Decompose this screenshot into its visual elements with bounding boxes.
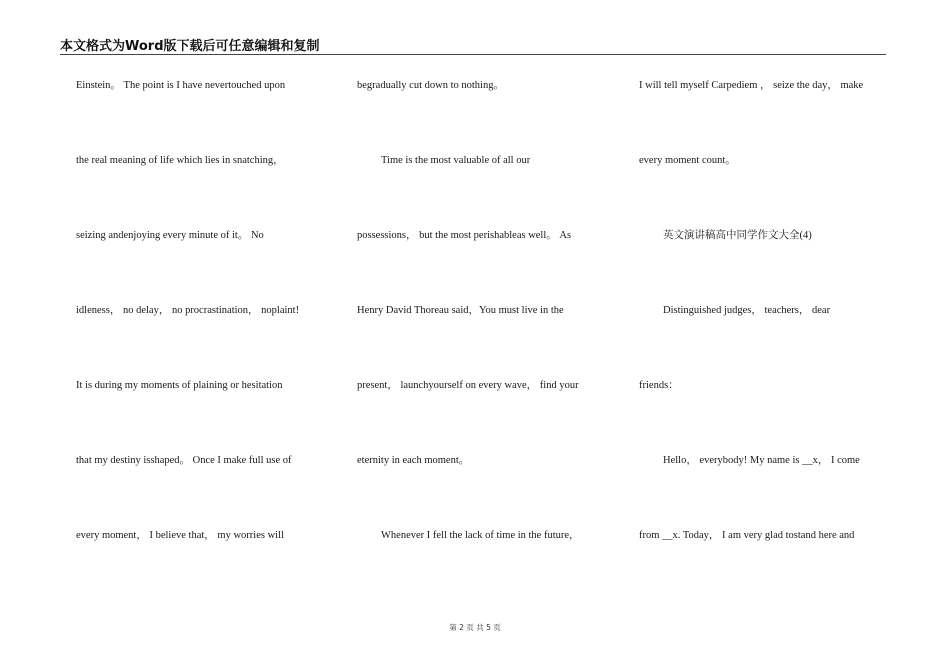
text-line: that my destiny isshaped。 Once I make full use of — [76, 455, 292, 466]
text-line: friends： — [639, 380, 679, 391]
text-line: Distinguished judges， teachers， dear — [663, 305, 831, 316]
text-line: present， launchyourself on every wave， find your — [357, 380, 579, 391]
text-line: Henry David Thoreau said，You must live in the — [357, 305, 564, 316]
text-line: idleness， no delay， no procrastination， noplaint! — [76, 305, 300, 316]
text-line: every moment， I believe that， my worries will — [76, 530, 284, 541]
text-line: I will tell myself Carpediem ， seize the day， make — [639, 80, 864, 91]
text-line: every moment count。 — [639, 155, 736, 166]
page-number: 第 2 页 共 5 页 — [449, 623, 501, 632]
text-line: Time is the most valuable of all our — [381, 155, 531, 166]
text-line: It is during my moments of plaining or hesitation — [76, 380, 283, 391]
text-line: Hello， everybody! My name is __x， I come — [663, 455, 860, 466]
text-line: from __x. Today， I am very glad tostand here and — [639, 530, 855, 541]
text-line: seizing andenjoying every minute of it。 No — [76, 230, 264, 241]
text-line: begradually cut down to nothing。 — [357, 80, 504, 91]
section-heading: 英文演讲稿高中同学作文大全(4) — [663, 230, 812, 241]
text-line: possessions， but the most perishableas well。 As — [357, 230, 572, 241]
text-line: eternity in each moment。 — [357, 455, 470, 466]
header-title: 本文格式为Word版下载后可任意编辑和复制 — [60, 39, 320, 54]
page-header — [60, 34, 886, 55]
text-line: Whenever I fell the lack of time in the future， — [381, 530, 580, 541]
text-line: the real meaning of life which lies in snatching， — [76, 155, 284, 166]
text-line: Einstein。 The point is I have nevertouched upon — [76, 80, 286, 91]
